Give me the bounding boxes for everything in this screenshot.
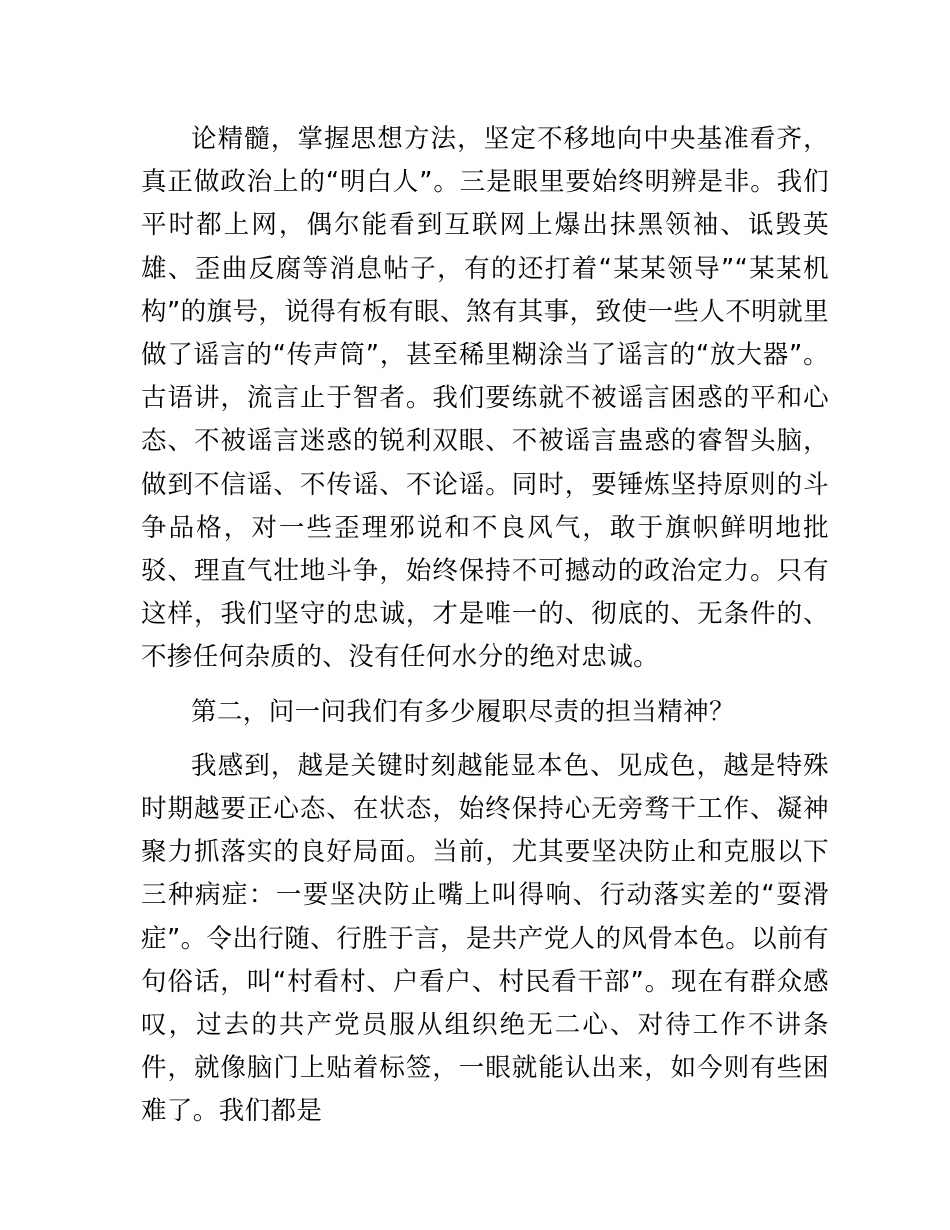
document-page bbox=[141, 118, 829, 1145]
paragraph-body: 我感到，越是关键时刻越能显本色、见成色，越是特殊时期越要正心态、在状态，始终保持心无旁骛干工作、凝神聚力抓落实的良好局面。当前，尤其要坚决防止和克服以下三种病症：一要坚决防止嘴上叫得响、行动落实差的“耍滑症”。令出行随、行胜于言，是共产党人的风骨本色。以前有句俗话，叫“村看村、户看户、村民看干部”。现在有群众感叹，过去的共产党员服从组织绝无二心、对待工作不讲条件，就像脑门上贴着标签，一眼就能认出来，如今则有些困难了。我们都是 bbox=[141, 750, 829, 1127]
section-heading: 第二，问一问我们有多少履职尽责的担当精神？ bbox=[191, 696, 735, 727]
paragraph-continued: 论精髓，掌握思想方法，坚定不移地向中央基准看齐，真正做政治上的“明白人”。三是眼里要始终明辨是非。我们平时都上网，偶尔能看到互联网上爆出抹黑领袖、诋毁英雄、歪曲反腐等消息帖子，有的还打着“某某领导”“某某机构”的旗号，说得有板有眼、煞有其事，致使一些人不明就里做了谣言的“传声筒”，甚至稀里糊涂当了谣言的“放大器”。古语讲，流言止于智者。我们要练就不被谣言困惑的平和心态、不被谣言迷惑的锐利双眼、不被谣言蛊惑的睿智头脑，做到不信谣、不传谣、不论谣。同时，要锤炼坚持原则的斗争品格，对一些歪理邪说和不良风气，敢于旗帜鲜明地批驳、理直气壮地斗争，始终保持不可撼动的政治定力。只有这样，我们坚守的忠诚，才是唯一的、彻底的、无条件的、不掺任何杂质的、没有任何水分的绝对忠诚。 bbox=[141, 124, 829, 673]
